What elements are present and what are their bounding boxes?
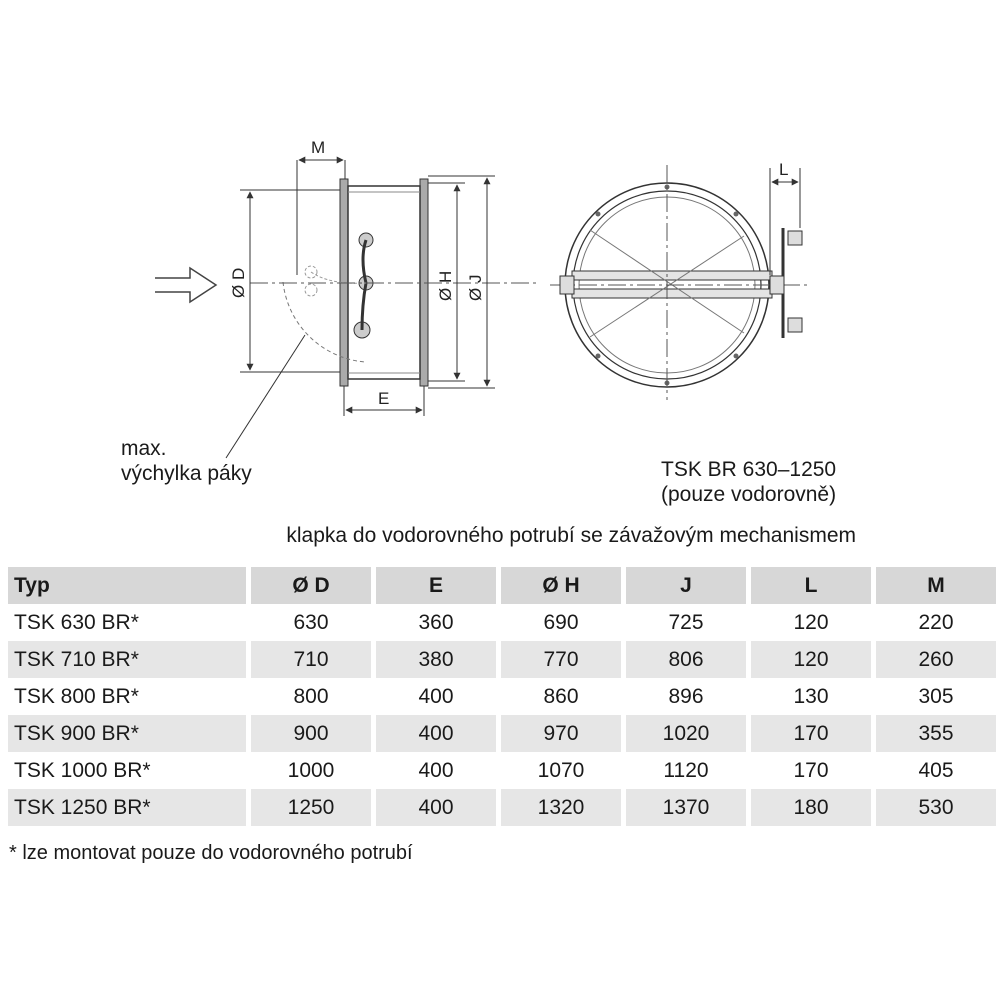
header-h: Ø H — [496, 567, 621, 604]
lever-note-line-1: max. — [121, 437, 167, 460]
header-e: E — [371, 567, 496, 604]
cell-e: 400 — [371, 678, 496, 715]
cell-l: 170 — [746, 752, 871, 789]
cell-typ: TSK 900 BR* — [8, 715, 246, 752]
table-row — [8, 789, 996, 826]
cell-d: 630 — [246, 604, 371, 641]
footnote: * lze montovat pouze do vodorovného potrubí — [9, 842, 413, 864]
cell-h: 970 — [496, 715, 621, 752]
cell-m: 260 — [871, 641, 996, 678]
table-row — [8, 752, 996, 789]
cell-d: 1000 — [246, 752, 371, 789]
cell-j: 1020 — [621, 715, 746, 752]
cell-h: 860 — [496, 678, 621, 715]
front-view — [550, 165, 810, 400]
table-row — [8, 715, 996, 752]
flow-arrow-icon — [155, 268, 216, 302]
cell-j: 806 — [621, 641, 746, 678]
cell-typ: TSK 630 BR* — [14, 610, 139, 634]
dimension-table — [8, 567, 996, 826]
lever-note-line-2: výchylka páky — [121, 462, 252, 485]
header-m: M — [871, 567, 996, 604]
table-row — [8, 678, 996, 715]
cell-e: 380 — [371, 641, 496, 678]
cell-typ: TSK 800 BR* — [14, 684, 139, 708]
cell-d: 800 — [246, 678, 371, 715]
cell-d: 900 — [246, 715, 371, 752]
orientation-note: (pouze vodorovně) — [661, 483, 837, 506]
cell-j: 896 — [621, 678, 746, 715]
model-range-label: TSK BR 630–1250 — [661, 458, 837, 481]
cell-e: 400 — [371, 715, 496, 752]
dimension-label-d: Ø D — [229, 267, 248, 298]
side-view — [250, 179, 540, 386]
header-typ: Typ — [8, 567, 246, 604]
header-d: Ø D — [246, 567, 371, 604]
cell-e: 360 — [371, 604, 496, 641]
cell-typ: TSK 1250 BR* — [8, 789, 246, 826]
cell-m: 220 — [871, 604, 996, 641]
cell-h: 770 — [496, 641, 621, 678]
cell-j: 1120 — [621, 752, 746, 789]
cell-typ: TSK 710 BR* — [8, 641, 246, 678]
table-row — [8, 604, 996, 641]
header-l: L — [746, 567, 871, 604]
cell-l: 170 — [746, 715, 871, 752]
cell-m: 305 — [871, 678, 996, 715]
cell-d: 710 — [246, 641, 371, 678]
dimension-label-j: Ø J — [466, 274, 485, 301]
cell-l: 120 — [746, 604, 871, 641]
caption: klapka do vodorovného potrubí se závažovým mechanismem — [286, 524, 856, 547]
cell-h: 1320 — [496, 789, 621, 826]
cell-h: 690 — [496, 604, 621, 641]
dimension-label-h: Ø H — [436, 270, 455, 301]
cell-j: 1370 — [621, 789, 746, 826]
cell-m: 355 — [871, 715, 996, 752]
dimension-label-e: E — [378, 389, 390, 408]
cell-l: 130 — [746, 678, 871, 715]
cell-e: 400 — [371, 752, 496, 789]
cell-typ: TSK 1000 BR* — [14, 758, 151, 782]
dimension-label-l: L — [779, 160, 789, 179]
header-j: J — [621, 567, 746, 604]
cell-l: 120 — [746, 641, 871, 678]
cell-h: 1070 — [496, 752, 621, 789]
cell-l: 180 — [746, 789, 871, 826]
cell-e: 400 — [371, 789, 496, 826]
dimension-label-m: M — [311, 138, 326, 157]
cell-j: 725 — [621, 604, 746, 641]
table-header-row — [8, 567, 996, 604]
cell-d: 1250 — [246, 789, 371, 826]
table-row — [8, 641, 996, 678]
cell-m: 405 — [871, 752, 996, 789]
cell-m: 530 — [871, 789, 996, 826]
